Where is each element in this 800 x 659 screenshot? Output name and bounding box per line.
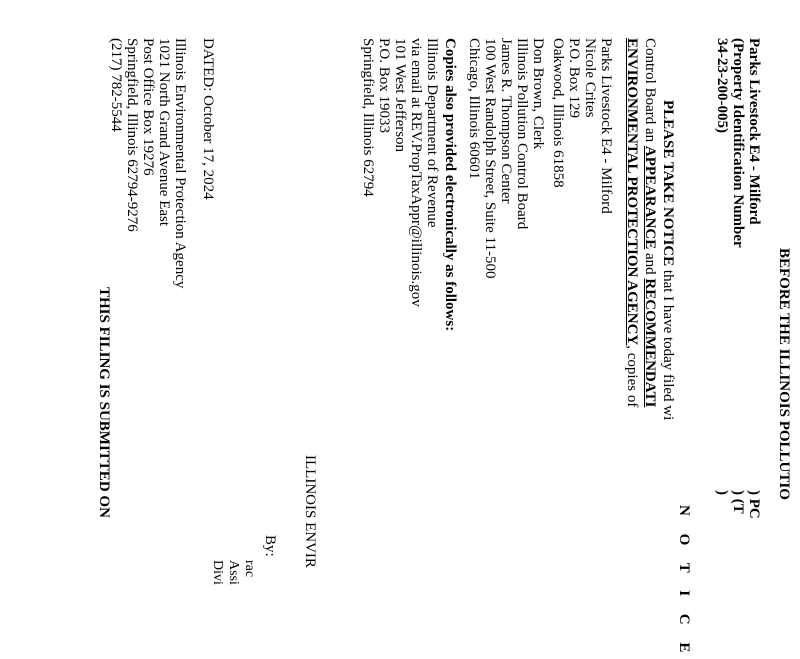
sender-line: Illinois Environmental Protection Agency <box>172 38 188 289</box>
notice-line-3-rest: , copies of <box>624 345 640 408</box>
please-take-notice: PLEASE TAKE NOTICE <box>660 100 676 267</box>
signature-line-2: Assi <box>226 560 241 585</box>
copies-heading: Copies also provided electronically as follows: <box>442 38 458 332</box>
revenue-line: 101 West Jefferson <box>392 38 408 153</box>
sender-line: Springfield, Illinois 62794-9276 <box>124 38 140 232</box>
signature-by: By: <box>262 535 278 557</box>
sender-block <box>108 38 188 288</box>
notice-heading: N O T I C E <box>676 505 692 659</box>
sender-line: Post Office Box 19276 <box>140 38 156 176</box>
addressee-block <box>550 38 614 214</box>
clerk-line: James R. Thompson Center <box>498 38 514 204</box>
clerk-line: Illinois Pollution Control Board <box>514 38 530 230</box>
caption-right-3: ) <box>714 490 730 495</box>
caption-line-1: Parks Livestock E4 - Milford <box>746 38 762 225</box>
caption-right-2: ) (T <box>730 490 746 514</box>
agency-text: ENVIRONMENTAL PROTECTION AGENCY <box>624 38 640 346</box>
caption-right <box>714 490 762 519</box>
sender-line: 1021 North Grand Avenue East <box>156 38 172 227</box>
clerk-block <box>466 38 546 278</box>
addressee-line: Oakwood, Illinois 61858 <box>550 38 566 188</box>
revenue-line: via email at REV.PropTaxAppr@illinois.gov <box>408 38 424 307</box>
revenue-line: Springfield, Illinois 62794 <box>360 38 376 197</box>
notice-line-1-rest: that I have today filed wi <box>660 266 676 421</box>
signature-line-1: rac <box>242 560 257 578</box>
notice-line-1 <box>659 100 676 420</box>
footer-notice: THIS FILING IS SUBMITTED ON <box>96 287 112 518</box>
addressee-line: Nicole Crites <box>582 38 598 118</box>
signature-line-3: Divi <box>210 560 225 585</box>
dated-line: DATED: October 17, 2024 <box>200 38 216 200</box>
recommendation-text: RECOMMENDATI <box>642 278 658 408</box>
addressee-line: P.O. Box 129 <box>566 38 582 119</box>
caption-line-2: (Property Identification Number <box>730 38 746 248</box>
notice-line-3 <box>623 38 640 407</box>
caption-line-3: 34-23-200-005) <box>714 38 730 133</box>
revenue-line: P.O. Box 19033 <box>376 38 392 134</box>
clerk-line: 100 West Randolph Street, Suite 11-500 <box>482 38 498 279</box>
caption-left <box>714 38 762 248</box>
caption-right-1: ) PC <box>746 490 762 519</box>
notice-line-2 <box>641 38 658 407</box>
appearance-text: APPEARANCE <box>642 145 658 250</box>
addressee-line: Parks Livestock E4 - Milford <box>598 38 614 214</box>
clerk-line: Don Brown, Clerk <box>530 38 546 150</box>
sender-line: (217) 782-5544 <box>108 38 124 132</box>
signature-agency: ILLINOIS ENVIR <box>302 455 318 568</box>
revenue-block <box>360 38 440 307</box>
revenue-line: Illinois Department of Revenue <box>424 38 440 228</box>
clerk-line: Chicago, Illinois 60601 <box>466 38 482 180</box>
and-text: and <box>642 249 658 279</box>
notice-line-2-start: Control Board an <box>642 38 658 146</box>
header-title: BEFORE THE ILLINOIS POLLUTIO <box>776 248 792 500</box>
